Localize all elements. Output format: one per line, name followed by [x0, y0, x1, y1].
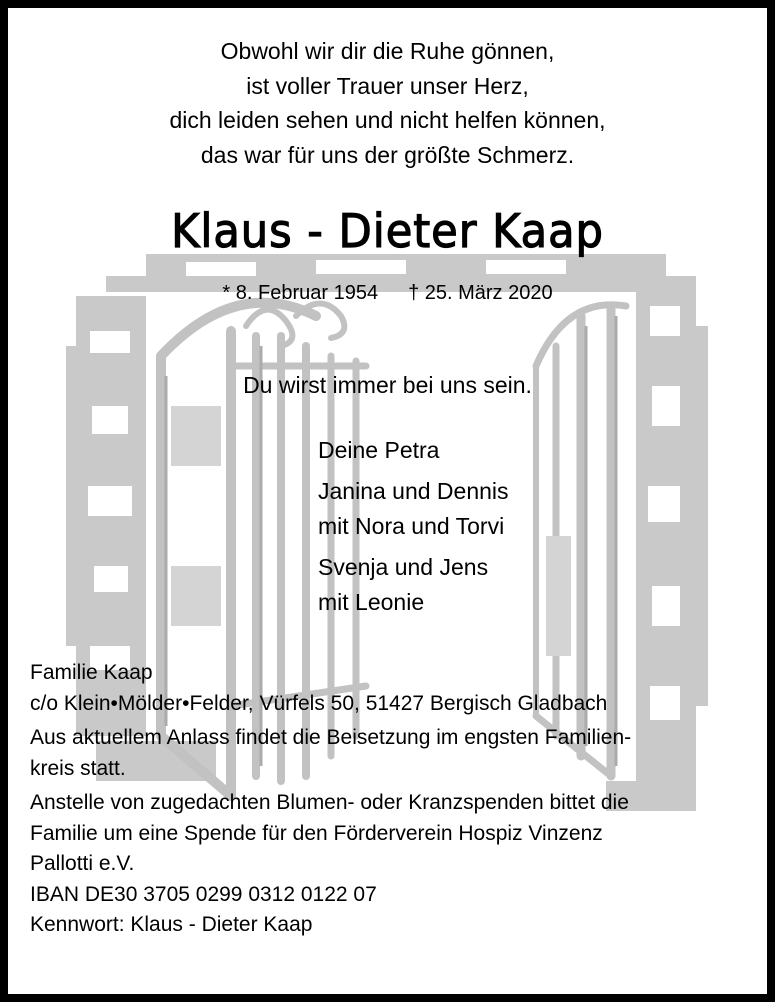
address-line: Familie Kaap [30, 661, 153, 684]
iban: IBAN DE30 3705 0299 0312 0122 07 [30, 882, 377, 906]
donation-line: Anstelle von zugedachten Blumen- oder Kranzspenden bittet die [30, 791, 629, 814]
mourner-group [318, 474, 509, 544]
mourner-line: Deine Petra [318, 437, 440, 463]
poem [8, 34, 767, 172]
mourner-line: Svenja und Jens [318, 554, 489, 580]
donation-request [30, 788, 745, 941]
funeral-note-line: kreis statt. [30, 756, 126, 780]
mourner-group [318, 433, 509, 468]
mourner-line: Janina und Dennis [318, 478, 509, 504]
mourners-list [318, 433, 509, 626]
family-address [30, 658, 745, 719]
motto: Du wirst immer bei uns sein. [243, 372, 532, 398]
poem-line: das war für uns der größte Schmerz. [200, 141, 575, 168]
birth-date: * 8. Februar 1954 [222, 282, 379, 304]
death-date: † 25. März 2020 [408, 282, 553, 304]
life-dates [8, 282, 767, 305]
funeral-note-line: Aus aktuellem Anlass findet die Beisetzung im engsten Familien- [30, 726, 632, 749]
address-line: c/o Klein•Mölder•Felder, Vürfels 50, 51427 Bergisch Gladbach [30, 691, 608, 715]
mourner-line: mit Nora und Torvi [318, 513, 505, 539]
mourner-group [318, 550, 509, 620]
donation-line: Pallotti e.V. [30, 852, 135, 875]
donation-line: Familie um eine Spende für den Förderverein Hospiz Vinzenz [30, 821, 603, 845]
poem-line: dich leiden sehen und nicht helfen können, [169, 107, 606, 133]
poem-line: ist voller Trauer unser Herz, [246, 72, 529, 99]
notice-details [30, 658, 745, 945]
poem-line: Obwohl wir dir die Ruhe gönnen, [220, 38, 555, 64]
funeral-note [30, 723, 745, 784]
mourner-line: mit Leonie [318, 589, 425, 615]
donation-keyword: Kennwort: Klaus - Dieter Kaap [30, 913, 313, 936]
deceased-name: Klaus - Dieter Kaap [171, 204, 604, 258]
